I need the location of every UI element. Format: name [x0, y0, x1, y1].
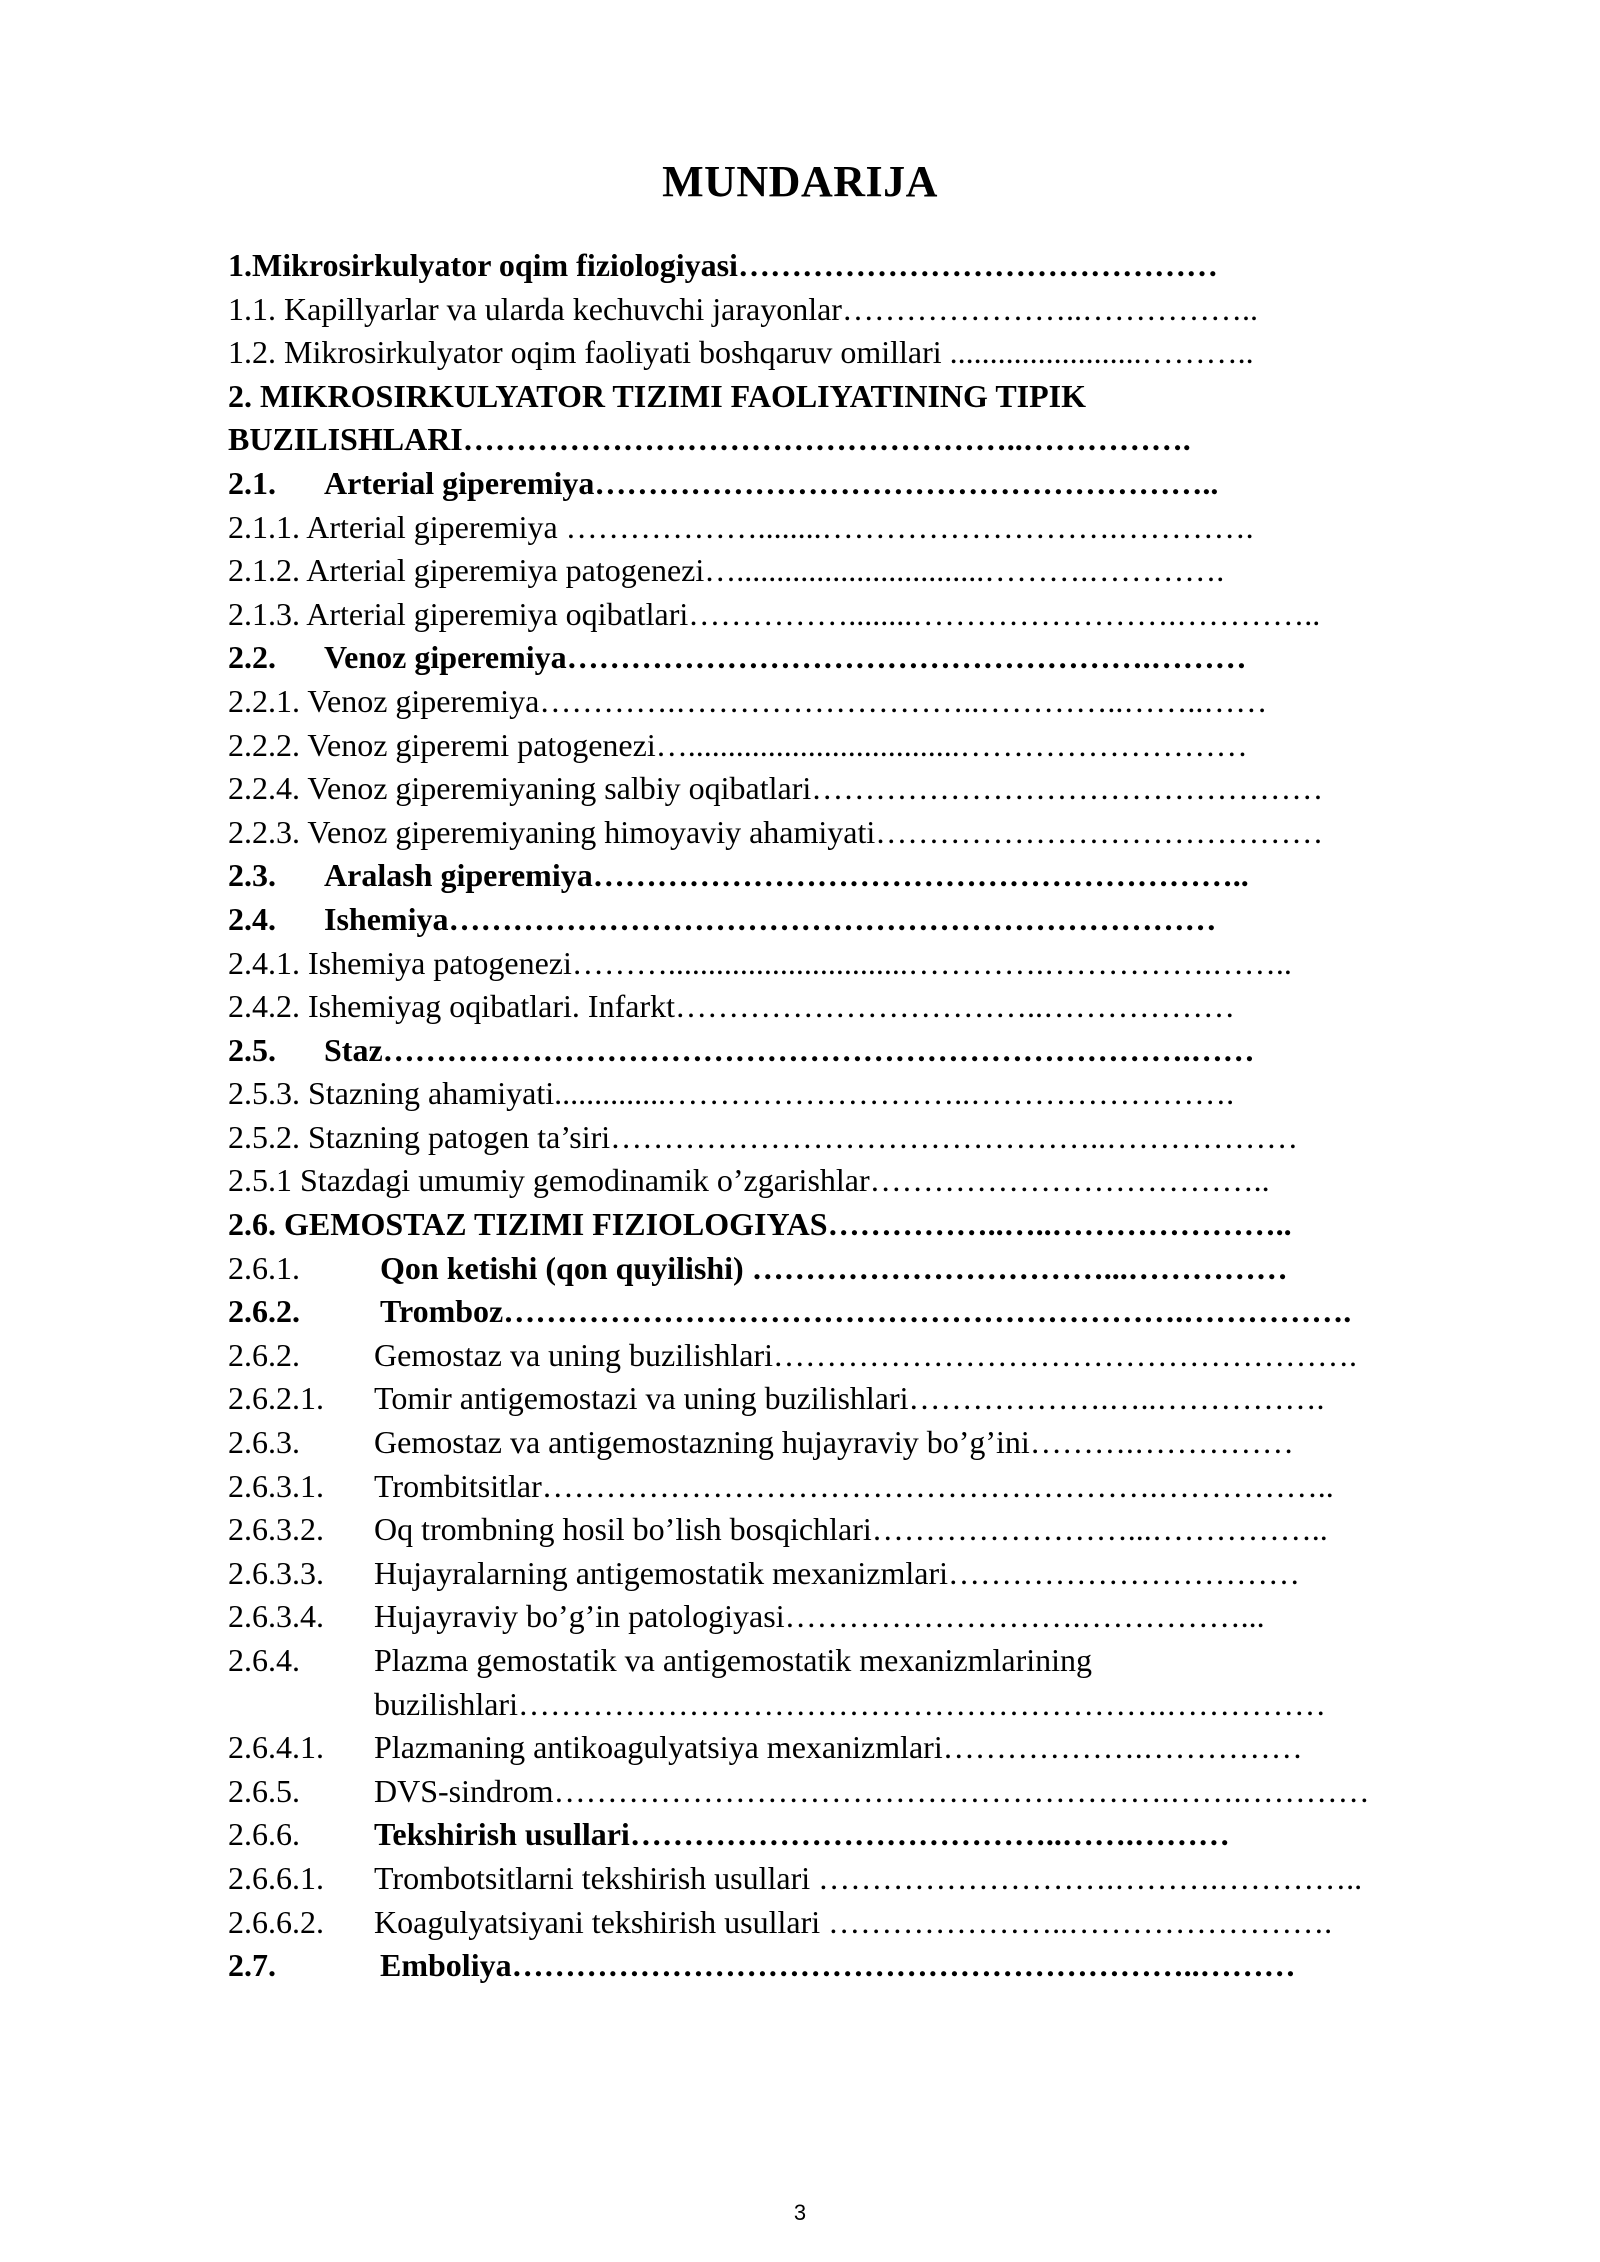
toc-entry[interactable] [228, 1595, 1488, 1639]
toc-entry-number: 2.6.6.1. [228, 1859, 324, 1896]
toc-entry[interactable] [228, 680, 1488, 724]
toc-entry-text: Koagulyatsiyani tekshirish usullari [374, 1903, 829, 1940]
toc-entry[interactable] [228, 1421, 1488, 1465]
toc-leader-dots: ………………………………………………….…….………… [553, 1772, 1370, 1809]
toc-entry[interactable] [228, 288, 1488, 332]
toc-entry-text: Staz [324, 1031, 383, 1068]
toc-leader-dots: ……………….…………… [942, 1729, 1303, 1766]
toc-leader-dots: ……………………………………………………………… [448, 900, 1217, 937]
toc-entry[interactable] [228, 506, 1488, 550]
toc-entry-number: 2.1. [228, 464, 276, 501]
toc-entry-number: 2.6.2. [228, 1336, 300, 1373]
toc-leader-dots: ……………………………………………………….……………. [503, 1293, 1352, 1330]
toc-leader-dots: ……………………………...…………… [751, 1249, 1288, 1286]
toc-entry-text: Oq trombning hosil bo’lish bosqichlari [374, 1511, 872, 1548]
toc-entry[interactable] [228, 1901, 1488, 1945]
toc-leader-dots: ………………………………………… [811, 770, 1324, 807]
toc-leader-dots: ……….…………… [1029, 1424, 1294, 1461]
toc-entry[interactable] [228, 418, 1488, 462]
toc-entry[interactable] [228, 1813, 1488, 1857]
toc-entry-text: Ishemiya [324, 900, 449, 937]
toc-entry-text: 2.1.2. Arterial giperemiya patogenezi [228, 552, 705, 589]
toc-entry[interactable] [228, 1072, 1488, 1116]
toc-leader-dots: ……………........…………………….………….. [688, 595, 1321, 632]
toc-entry-text: Venoz giperemiya [324, 639, 567, 676]
toc-leader-dots: …………………………………… [875, 813, 1324, 850]
toc-leader-dots: ........................……….. [941, 334, 1254, 371]
toc-entry[interactable] [228, 1857, 1488, 1901]
toc-entry-text: Aralash giperemiya [324, 857, 593, 894]
toc-leader-dots: ……………………………….. [869, 1162, 1270, 1199]
toc-entry-text: 2.5.3. Stazning ahamiyati [228, 1075, 555, 1112]
toc-entry-text: Arterial giperemiya [324, 464, 595, 501]
toc-entry[interactable] [228, 898, 1488, 942]
toc-entry-text: 2.2.2. Venoz giperemi patogenezi [228, 726, 656, 763]
toc-entry[interactable] [228, 549, 1488, 593]
toc-entry-number: 2.6.3.2. [228, 1511, 324, 1548]
toc-leader-dots: …..................................……………………… [655, 726, 1248, 763]
toc-entry-text: 2.4.2. Ishemiyag oqibatlari. Infarkt [228, 988, 675, 1025]
toc-leader-dots: ………………………………………………….…………….. [541, 1467, 1334, 1504]
toc-entry[interactable] [228, 985, 1488, 1029]
toc-entry[interactable] [228, 1029, 1488, 1073]
toc-entry-text: Trombitsitlar [374, 1467, 542, 1504]
toc-leader-dots: …………………..…………….. [841, 290, 1258, 327]
toc-entry[interactable] [228, 854, 1488, 898]
toc-entry-number: 2.6.5. [228, 1772, 300, 1809]
toc-entry[interactable] [228, 724, 1488, 768]
toc-leader-dots: …………………………… [948, 1554, 1301, 1591]
toc-leader-dots: ……………………….……….………….. [818, 1859, 1363, 1896]
toc-entry-text: Plazmaning antikoagulyatsiya mexanizmlari [374, 1729, 943, 1766]
toc-leader-dots: ……………………………………………….……… [566, 639, 1247, 676]
toc-entry-number: 2.6.6. [228, 1816, 300, 1853]
toc-leader-dots: ……………..…..………………….. [827, 1206, 1292, 1243]
toc-entry[interactable] [228, 462, 1488, 506]
toc-entry[interactable] [228, 1944, 1488, 1988]
toc-leader-dots: …………………………………………………….. [592, 857, 1249, 894]
toc-entry[interactable] [228, 244, 1488, 288]
toc-entry[interactable] [228, 375, 1488, 419]
toc-entry-text: 2.4.1. Ishemiya patogenezi [228, 944, 572, 981]
toc-entry[interactable] [228, 593, 1488, 637]
toc-entry-text: 2. MIKROSIRKULYATOR TIZIMI FAOLIYATINING TIPIK [228, 377, 1086, 414]
toc-entry-text: Tromboz [380, 1293, 504, 1330]
toc-entry[interactable] [228, 1159, 1488, 1203]
toc-leader-dots: ..............………………………..……………………. [554, 1075, 1235, 1112]
toc-entry[interactable] [228, 1116, 1488, 1160]
toc-entry[interactable] [228, 1290, 1488, 1334]
toc-entry-text: 2.6. GEMOSTAZ TIZIMI FIZIOLOGIYAS [228, 1206, 828, 1243]
toc-leader-dots: …...............................……….…………. [704, 552, 1225, 589]
toc-entry[interactable] [228, 811, 1488, 855]
toc-entry-text-continued: buzilishlari [374, 1685, 518, 1722]
toc-entry[interactable] [228, 942, 1488, 986]
toc-entry[interactable] [228, 1377, 1488, 1421]
toc-entry-number: 2.6.6.2. [228, 1903, 324, 1940]
toc-entry-text: Plazma gemostatik va antigemostatik mexanizmlarining [374, 1642, 1093, 1678]
toc-entry-text: 2.2.4. Venoz giperemiyaning salbiy oqibatlari [228, 770, 812, 807]
toc-entry-number: 2.5. [228, 1031, 276, 1068]
toc-entry-text: Trombotsitlarni tekshirish usullari [374, 1859, 819, 1896]
toc-entry-text: Tekshirish usullari [374, 1816, 630, 1853]
toc-entry-text: Qon ketishi (qon quyilishi) [380, 1249, 752, 1286]
toc-leader-dots: ………………………………………………………………….…… [382, 1031, 1255, 1068]
toc-entry-number: 2.2. [228, 639, 276, 676]
toc-entry-text: Gemostaz va uning buzilishlari [374, 1336, 774, 1373]
toc-entry-number: 2.6.3.1. [228, 1467, 324, 1504]
toc-entry-text: 1.2. Mikrosirkulyator oqim faoliyati boshqaruv omillari [228, 334, 942, 371]
toc-entry-number: 2.3. [228, 857, 276, 894]
toc-leader-dots: ……………………...…………….. [871, 1511, 1328, 1548]
toc-entry-number: 2.6.3.3. [228, 1554, 324, 1591]
toc-entry-number: 2.6.3. [228, 1424, 300, 1461]
toc-entry-text: 2.2.3. Venoz giperemiyaning himoyaviy ahamiyati [228, 813, 876, 850]
toc-entry-number: 2.6.4. [228, 1642, 300, 1678]
toc-entry-text: Gemostaz va antigemostazning hujayraviy bo’g’ini [374, 1424, 1030, 1461]
toc-entry[interactable] [228, 1639, 1488, 1726]
toc-entry-text: 1.Mikrosirkulyator oqim fiziologiyasi [228, 247, 738, 283]
toc-entry-text: Emboliya [380, 1947, 512, 1984]
toc-entry[interactable] [228, 767, 1488, 811]
toc-entry-text: 2.1.1. Arterial giperemiya [228, 508, 558, 545]
toc-leader-dots: ……………….…..……………. [908, 1380, 1325, 1417]
toc-leader-dots: ………..............................………….…………….…….. [571, 944, 1292, 981]
toc-leader-dots: ………………………………………………. [773, 1336, 1358, 1373]
toc-entry[interactable] [228, 1203, 1488, 1247]
toc-entry[interactable] [228, 636, 1488, 680]
page-number: 3 [793, 2200, 807, 2225]
toc-entry[interactable] [228, 1465, 1488, 1509]
toc-entry-number: 2.6.1. [228, 1249, 300, 1286]
toc-leader-dots: ………………………………………..……………… [610, 1118, 1299, 1155]
toc-entry-number: 2.6.2. [228, 1293, 300, 1330]
toc-leader-dots: ………………………………………………………..……… [511, 1947, 1296, 1984]
toc-entry-text: 2.5.2. Stazning patogen ta’siri [228, 1118, 611, 1155]
toc-entry-text: 2.5.1 Stazdagi umumiy gemodinamik o’zgarishlar [228, 1162, 870, 1199]
toc-entry-text: Tomir antigemostazi va uning buzilishlari [374, 1380, 909, 1417]
toc-entry-text: 1.1. Kapillyarlar va ularda kechuvchi jarayonlar [228, 290, 842, 327]
toc-entry[interactable] [228, 1508, 1488, 1552]
toc-entry-number: 2.7. [228, 1947, 276, 1984]
toc-leader-dots: ……………………………………………..……………. [462, 421, 1191, 458]
toc-entry[interactable] [228, 1552, 1488, 1596]
toc-leader-dots: …………………………………………………….…………… [517, 1685, 1326, 1722]
toc-entry[interactable] [228, 1770, 1488, 1814]
toc-leader-dots: ……………………………..……………… [674, 988, 1235, 1025]
toc-entry-text: BUZILISHLARI [228, 421, 463, 458]
table-of-contents [228, 244, 1488, 1988]
toc-entry-number: 2.6.3.4. [228, 1598, 324, 1635]
toc-entry-text: 2.2.1. Venoz giperemiya [228, 682, 540, 719]
toc-leader-dots: …………………………………..…….……… [629, 1816, 1230, 1853]
toc-leader-dots: ……………………….……………... [784, 1598, 1265, 1635]
toc-entry-number: 2.6.4.1. [228, 1729, 324, 1766]
toc-entry-text: 2.1.3. Arterial giperemiya oqibatlari [228, 595, 689, 632]
toc-leader-dots: ………………........……………………….…………. [557, 508, 1254, 545]
toc-leader-dots: ………….………………………..…………..……..…… [539, 682, 1268, 719]
toc-leader-dots: ……………………………………… [737, 247, 1218, 283]
toc-entry-text: Hujayraviy bo’g’in patologiyasi [374, 1598, 785, 1635]
toc-leader-dots: …………………..……………………. [828, 1903, 1333, 1940]
toc-leader-dots: ………………………………………………….. [594, 464, 1219, 501]
toc-entry[interactable] [228, 1726, 1488, 1770]
page-title: MUNDARIJA [662, 157, 938, 206]
toc-entry[interactable] [228, 331, 1488, 375]
toc-entry-text: DVS-sindrom [374, 1772, 554, 1809]
toc-entry-number: 2.4. [228, 900, 276, 937]
toc-entry[interactable] [228, 1247, 1488, 1291]
toc-entry-number: 2.6.2.1. [228, 1380, 324, 1417]
toc-entry[interactable] [228, 1334, 1488, 1378]
toc-entry-text: Hujayralarning antigemostatik mexanizmlari [374, 1554, 949, 1591]
